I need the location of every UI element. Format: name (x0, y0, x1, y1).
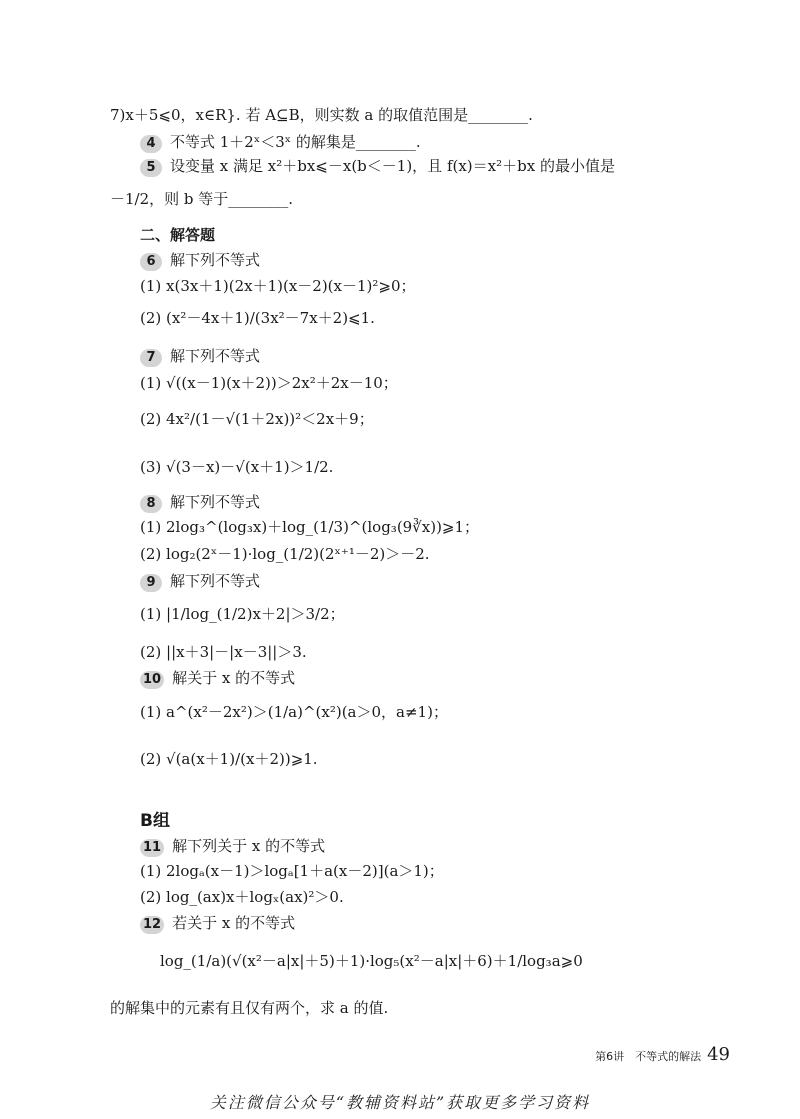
question-text: 解下列关于 x 的不等式 (172, 837, 326, 855)
question-10-part-2: (2) √(a(x＋1)/(x＋2))⩾1. (140, 750, 318, 768)
question-text: 解下列不等式 (170, 572, 261, 590)
question-5 (140, 155, 615, 177)
question-number: 7 (140, 349, 162, 367)
question-10-part-1: (1) a^(x²－2x²)＞(1/a)^(x²)(a＞0，a≠1)； (140, 703, 448, 721)
question-6-part-1: (1) x(3x＋1)(2x＋1)(x－2)(x－1)²⩾0； (140, 277, 416, 295)
question-8-part-2: (2) log₂(2ˣ－1)·log_(1/2)(2ˣ⁺¹－2)＞－2. (140, 545, 430, 563)
line-q3-end: 7)x＋5⩽0，x∈R}. 若 A⊆B，则实数 a 的取值范围是________. (110, 106, 533, 124)
question-11-part-1: (1) 2logₐ(x－1)＞logₐ[1＋a(x－2)](a＞1)； (140, 862, 444, 880)
question-10 (140, 667, 295, 689)
question-text: 不等式 1＋2ˣ＜3ˣ 的解集是________. (170, 133, 421, 151)
question-text: 解下列不等式 (170, 251, 261, 269)
section-heading: 二、解答题 (140, 226, 216, 244)
question-text: 解关于 x 的不等式 (172, 669, 296, 687)
question-number: 8 (140, 495, 162, 513)
question-12 (140, 912, 295, 934)
question-text: 解下列不等式 (170, 493, 261, 511)
question-number: 5 (140, 159, 162, 177)
question-7-part-2: (2) 4x²/(1－√(1＋2x))²＜2x＋9； (140, 410, 374, 428)
question-11-part-2: (2) log_(ax)x＋logₓ(ax)²＞0. (140, 888, 344, 906)
question-12-end: 的解集中的元素有且仅有两个，求 a 的值. (110, 999, 389, 1017)
question-11 (140, 835, 325, 857)
page-footer (595, 1044, 730, 1065)
page-number: 49 (707, 1044, 730, 1065)
question-6-part-2: (2) (x²－4x＋1)/(3x²－7x＋2)⩽1. (140, 309, 375, 327)
question-number: 12 (140, 916, 164, 934)
question-6 (140, 249, 260, 271)
question-9 (140, 570, 260, 592)
question-8-part-1: (1) 2log₃^(log₃x)＋log_(1/3)^(log₃(9∛x))⩾1； (140, 518, 480, 536)
question-7-part-3: (3) √(3－x)－√(x＋1)＞1/2. (140, 458, 334, 476)
question-7 (140, 345, 260, 367)
question-8 (140, 491, 260, 513)
question-text: 解下列不等式 (170, 347, 261, 365)
group-b-heading: B组 (140, 811, 170, 831)
question-text: 若关于 x 的不等式 (172, 914, 296, 932)
question-9-part-2: (2) ||x＋3|－|x－3||＞3. (140, 643, 307, 661)
question-number: 9 (140, 574, 162, 592)
question-5-cont: －1/2，则 b 等于________. (110, 190, 294, 208)
lecture-title: 第6讲 不等式的解法 (595, 1050, 702, 1063)
question-number: 11 (140, 839, 164, 857)
question-text: 设变量 x 满足 x²＋bx⩽－x(b＜－1)，且 f(x)＝x²＋bx 的最小值是 (170, 157, 615, 175)
question-number: 6 (140, 253, 162, 271)
question-4 (140, 131, 421, 153)
question-number: 10 (140, 671, 164, 689)
question-12-formula: log_(1/a)(√(x²－a|x|＋5)＋1)·log₅(x²－a|x|＋6)＋1/log₃a⩾0 (160, 952, 583, 970)
question-9-part-1: (1) |1/log_(1/2)x＋2|＞3/2； (140, 605, 345, 623)
question-7-part-1: (1) √((x－1)(x＋2))＞2x²＋2x－10； (140, 374, 398, 392)
watermark-text: 关注微信公众号“教辅资料站”获取更多学习资料 (209, 1093, 591, 1112)
question-number: 4 (140, 135, 162, 153)
